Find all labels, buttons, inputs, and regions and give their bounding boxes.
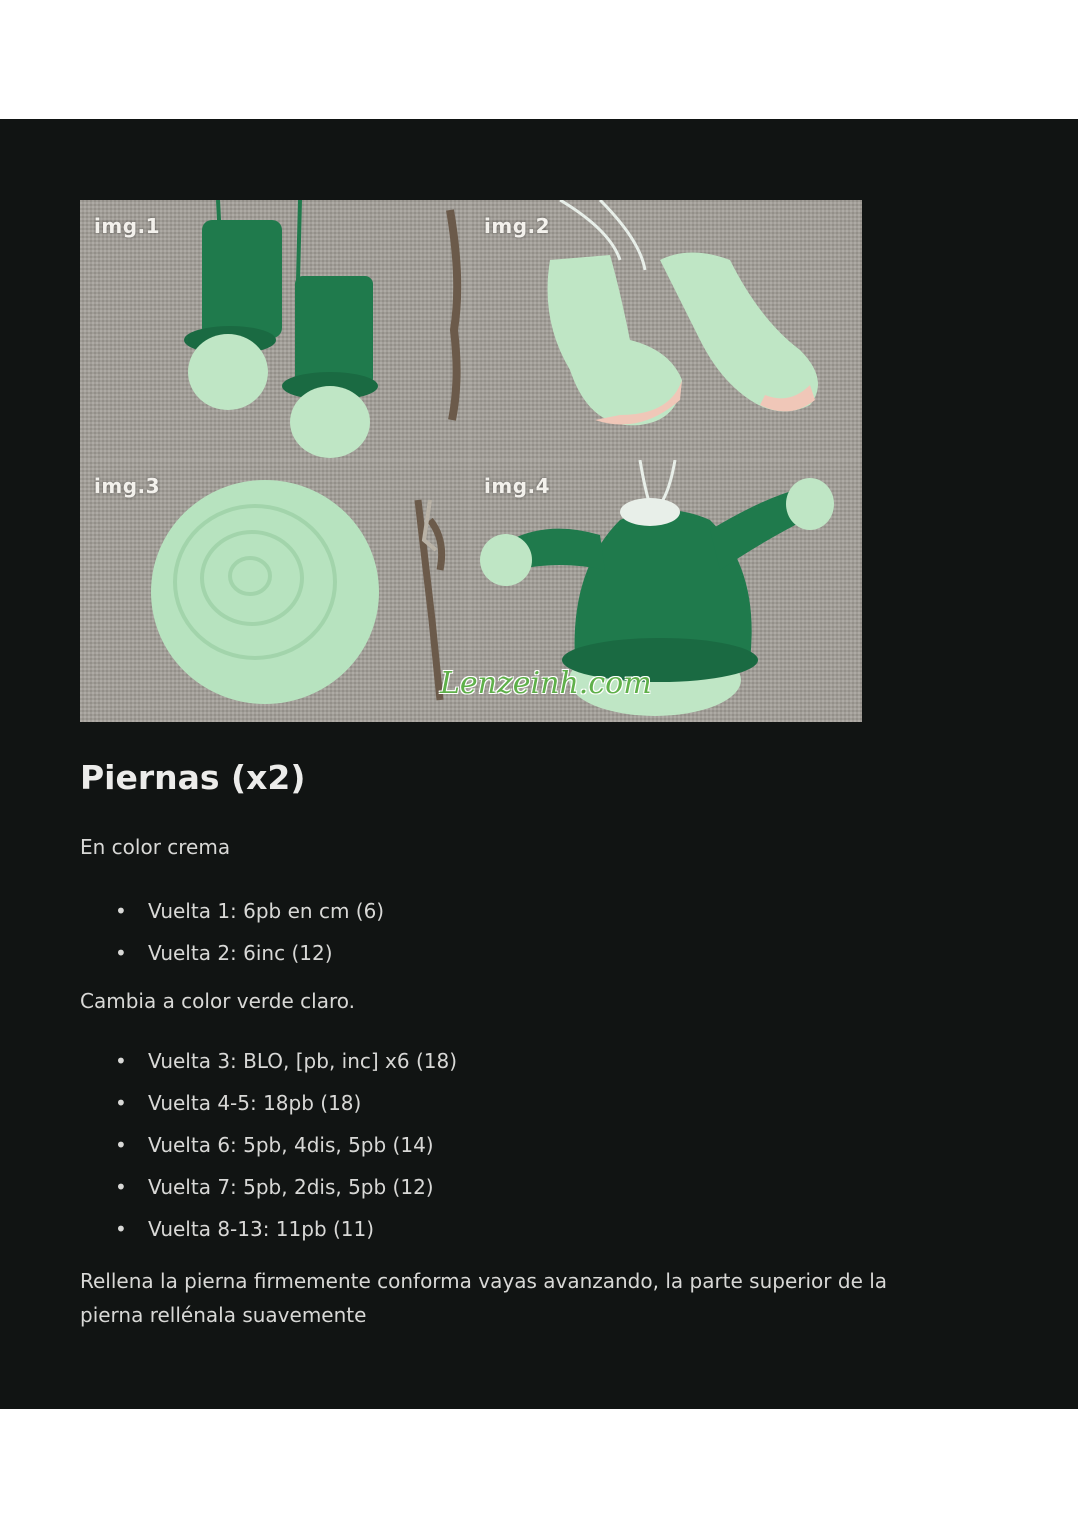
list-item: • Vuelta 4-5: 18pb (18) <box>80 1082 940 1124</box>
rounds-list-2 <box>80 1040 940 1250</box>
list-item: • Vuelta 6: 5pb, 4dis, 5pb (14) <box>80 1124 940 1166</box>
collage-photo-2 <box>470 200 862 460</box>
light-green-leg-pieces-photo <box>470 200 862 460</box>
photo-label-3: img.3 <box>94 474 161 498</box>
photo-collage <box>80 200 862 722</box>
collage-photo-1 <box>80 200 470 460</box>
photo-label-2: img.2 <box>484 214 551 238</box>
light-green-ball-photo <box>80 460 470 722</box>
green-leg-pieces-photo <box>80 200 470 460</box>
pattern-section <box>80 748 940 1332</box>
list-item: • Vuelta 1: 6pb en cm (6) <box>80 890 940 932</box>
closing-text: Rellena la pierna firmemente conforma vayas avanzando, la parte superior de la pierna rellénala suavemente <box>80 1269 888 1327</box>
photo-label-4: img.4 <box>484 474 551 498</box>
bullet-icon: • <box>115 1175 127 1199</box>
bullet-icon: • <box>115 1091 127 1115</box>
bullet-icon: • <box>115 1217 127 1241</box>
bullet-icon: • <box>115 899 127 923</box>
color-change-text: Cambia a color verde claro. <box>80 989 355 1013</box>
photo-label-1: img.1 <box>94 214 161 238</box>
watermark-text: Lenzeinh.com <box>440 666 652 701</box>
list-item: • Vuelta 8-13: 11pb (11) <box>80 1208 940 1250</box>
bullet-icon: • <box>115 1133 127 1157</box>
list-item: • Vuelta 3: BLO, [pb, inc] x6 (18) <box>80 1040 940 1082</box>
list-item: • Vuelta 7: 5pb, 2dis, 5pb (12) <box>80 1166 940 1208</box>
bullet-icon: • <box>115 941 127 965</box>
rounds-list-1 <box>80 890 940 974</box>
collage-photo-3 <box>80 460 470 722</box>
list-item: • Vuelta 2: 6inc (12) <box>80 932 940 974</box>
intro-text: En color crema <box>80 835 231 859</box>
bullet-icon: • <box>115 1049 127 1073</box>
section-title: Piernas (x2) <box>80 758 306 797</box>
